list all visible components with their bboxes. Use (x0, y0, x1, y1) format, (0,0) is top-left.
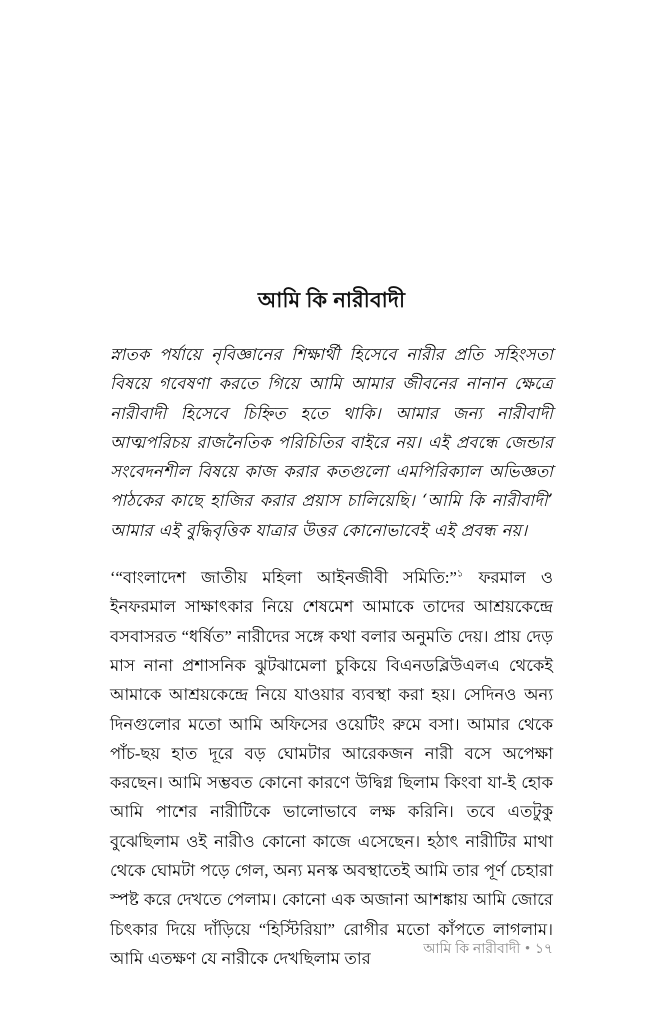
paragraph-2-rest: ফরমাল ও ইনফরমাল সাক্ষাৎকার নিয়ে শেষমেশ আমাকে তাদের আশ্রয়কেন্দ্রে বসবাসরত “ধর্ষিত” নারীদের সঙ্গে কথা বলার অনুমতি দেয়। প্রায় দেড় মাস নানা প্রশাসনিক ঝুটঝামেলা চুকিয়ে বিএনডব্লিউএলএ থেকেই আমাকে আশ্রয়কেন্দ্রে নিয়ে যাওয়ার ব্যবস্থা করা হয়। সেদিনও অন্য দিনগুলোর মতো আমি অফিসের ওয়েটিং রুমে বসা। আমার থেকে পাঁচ-ছয় হাত দূরে বড় ঘোমটার আরেকজন নারী বসে অপেক্ষা করছেন। আমি সম্ভবত কোনো কারণে উদ্বিগ্ন ছিলাম কিংবা যা-ই হোক আমি পাশের নারীটিকে ভালোভাবে লক্ষ করিনি। তবে এতটুকু বুঝেছিলাম ওই নারীও কোনো কাজে এসেছেন। হঠাৎ নারীটির মাথা থেকে ঘোমটা পড়ে গেল, অন্য মনস্ক অবস্থাতেই আমি তার পূর্ণ চেহারা স্পষ্ট করে দেখতে পেলাম। কোনো এক অজানা আশঙ্কায় আমি জোরে চিৎকার দিয়ে দাঁড়িয়ে “হিস্টিরিয়া” রোগীর মতো কাঁপতে লাগলাম। আমি এতক্ষণ যে নারীকে দেখছিলাম তার (110, 568, 553, 968)
running-footer (110, 938, 553, 958)
paragraph-2 (110, 563, 553, 973)
paragraph-2-lead: ‘“বাংলাদেশ জাতীয় মহিলা আইনজীবী সমিতি:” (110, 568, 457, 588)
footer-running-title: আমি কি নারীবাদী (423, 940, 521, 956)
footer-separator-dot-icon: • (525, 940, 530, 955)
page-title: আমি কি নারীবাদী (257, 289, 406, 312)
page-number: ১৭ (534, 940, 553, 956)
paragraph-1: স্নাতক পর্যায়ে নৃবিজ্ঞানের শিক্ষার্থী হিসেবে নারীর প্রতি সহিংসতা বিষয়ে গবেষণা করতে গিয়ে আমি আমার জীবনের নানান ক্ষেত্রে নারীবাদী হিসেবে চিহ্নিত হতে থাকি। আমার জন্য নারীবাদী আত্মপরিচয় রাজনৈতিক পরিচিতির বাইরে নয়। এই প্রবন্ধে জেন্ডার সংবেদনশীল বিষয়ে কাজ করার কতগুলো এমপিরিক্যাল অভিজ্ঞতা পাঠকের কাছে হাজির করার প্রয়াস চালিয়েছি। ‘আমি কি নারীবাদী’ আমার এই বুদ্ধিবৃত্তিক যাত্রার উত্তর কোনোভাবেই এই প্রবন্ধ নয়। (110, 345, 553, 540)
body-text-block (110, 340, 553, 973)
footnote-marker[interactable]: ১ (456, 568, 464, 580)
